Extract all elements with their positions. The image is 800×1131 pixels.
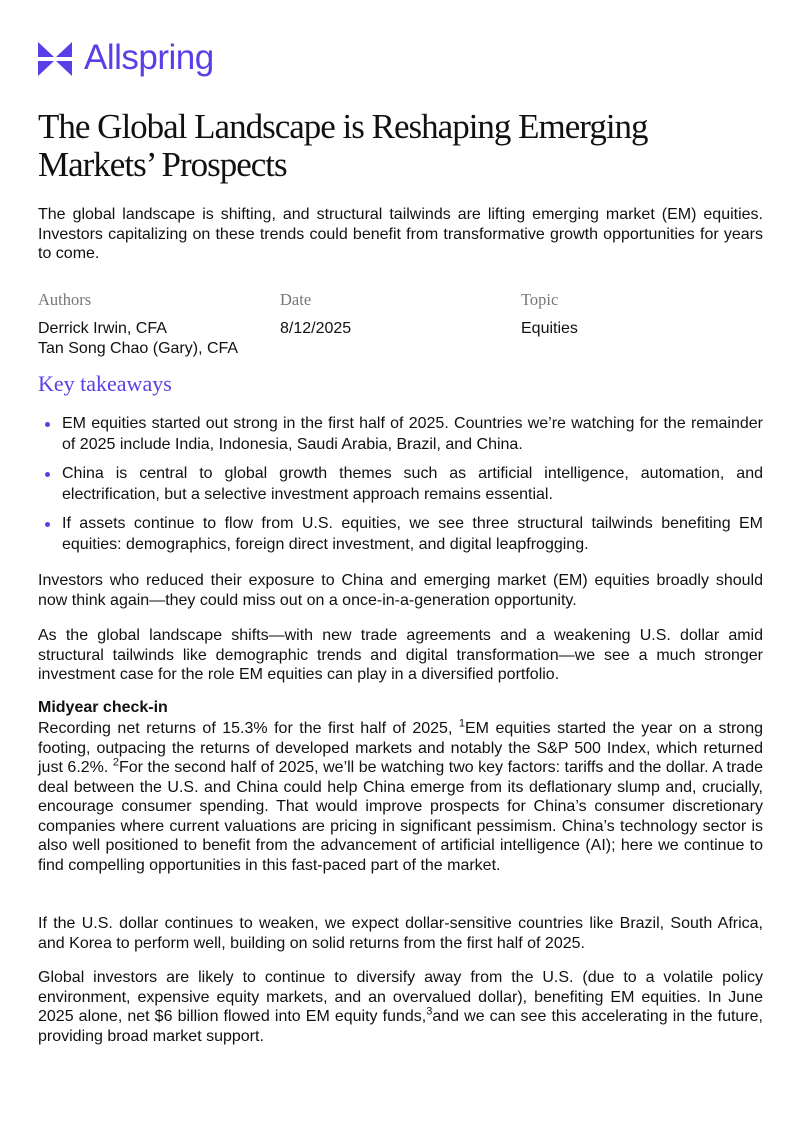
takeaway-text: EM equities started out strong in the first half of 2025. Countries we’re watching for the remainder of 2025 include India, Indonesia, Saudi Arabia, Brazil, and China. [62, 415, 763, 453]
date-label: Date [280, 290, 312, 309]
list-item [38, 414, 763, 455]
date-value: 8/12/2025 [280, 320, 352, 337]
bullet-icon [45, 472, 50, 477]
list-item [38, 514, 763, 555]
page-title: The Global Landscape is Reshaping Emerging Markets’ Prospects [38, 107, 648, 184]
brand-name: Allspring [84, 37, 214, 77]
key-takeaways-list [38, 414, 763, 564]
allspring-logo [38, 38, 214, 80]
takeaway-text: If assets continue to flow from U.S. equities, we see three structural tailwinds benefiting EM equities: demographics, foreign direct investment, and digital leapfrogging. [62, 515, 763, 553]
body-paragraph: Investors who reduced their exposure to China and emerging market (EM) equities broadly should now think again—they could miss out on a once-in-a-generation opportunity. [38, 572, 763, 609]
footnote-ref[interactable]: 1 [458, 717, 465, 730]
topic-column [521, 290, 578, 339]
footnote-ref[interactable]: 3 [426, 1005, 433, 1018]
midyear-text: EM equities started the year on a strong footing, outpacing the returns of developed markets and notably the S&P 500 Index, which returned just 6.2%. [38, 720, 763, 776]
body-text: and we can see this accelerating in the future, providing broad market support. [38, 1008, 764, 1045]
date-column [280, 290, 351, 339]
body-paragraph: If the U.S. dollar continues to weaken, we expect dollar-sensitive countries like Brazil, South Africa, and Korea to perform well, building on solid returns from the first half of 2025. [38, 915, 763, 952]
body-paragraph: As the global landscape shifts—with new trade agreements and a weakening U.S. dollar amid structural tailwinds like demographic trends and digital transformation—we see a much stronger investment case for the role EM equities can play in a diversified portfolio. [38, 627, 763, 683]
authors-label: Authors [38, 290, 92, 309]
body-text: Global investors are likely to continue to diversify away from the U.S. (due to a volatile policy environment, expensive equity markets, and an overvalued dollar), benefiting EM equities. In June 2025 alone, net $6 billion flowed into EM equity funds, [38, 969, 763, 1025]
intro-paragraph: The global landscape is shifting, and structural tailwinds are lifting emerging market (EM) equities. Investors capitalizing on these trends could benefit from transformative growth opportunities for years to come. [38, 206, 763, 262]
allspring-mark-icon [38, 42, 72, 76]
article-meta [38, 290, 763, 360]
bullet-icon [45, 422, 50, 427]
midyear-text: Recording net returns of 15.3% for the first half of 2025, [38, 720, 459, 737]
bullet-icon [45, 522, 50, 527]
author-name: Derrick Irwin, CFA [38, 320, 167, 337]
list-item [38, 464, 763, 505]
key-takeaways-heading: Key takeaways [38, 371, 172, 396]
midyear-text: For the second half of 2025, we’ll be watching two key factors: tariffs and the dollar. A trade deal between the U.S. and China could help China emerge from its deflationary slump and, crucially, encourage consumer spending. That would improve prospects for China’s consumer discretionary companies where current valuations are pricing in significant pessimism. China’s technology sector is also well positioned to benefit from the advancement of artificial intelligence (AI); here we continue to find compelling opportunities in this fast-paced part of the market. [38, 759, 763, 874]
topic-label: Topic [521, 290, 559, 309]
author-name: Tan Song Chao (Gary), CFA [38, 339, 239, 357]
body-paragraph [38, 968, 763, 1046]
authors-column [38, 290, 238, 358]
takeaway-text: China is central to global growth themes such as artificial intelligence, automation, and electrification, but a selective investment approach remains essential. [62, 465, 763, 503]
midyear-paragraph [38, 719, 763, 875]
footnote-ref[interactable]: 2 [112, 756, 119, 769]
topic-value: Equities [521, 320, 578, 337]
midyear-heading: Midyear check-in [38, 699, 168, 716]
